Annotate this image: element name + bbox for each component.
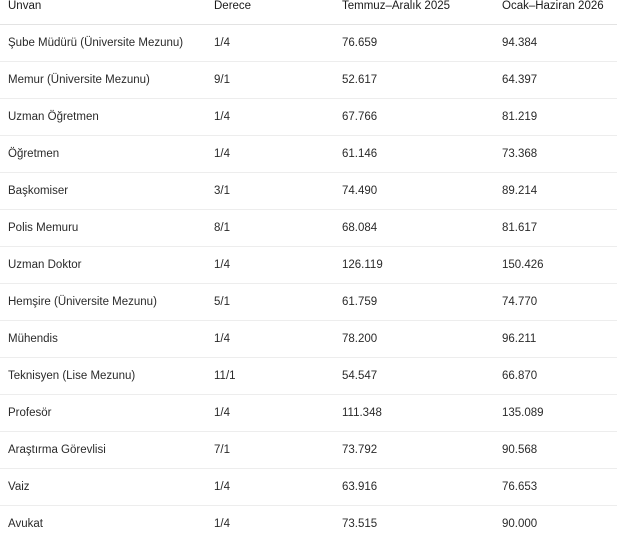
cell-period-1: 52.617 <box>334 62 494 99</box>
cell-period-2: 150.426 <box>494 247 617 284</box>
cell-period-1: 54.547 <box>334 358 494 395</box>
column-header-title: Ünvan <box>0 0 206 25</box>
table-row <box>0 62 617 99</box>
cell-period-2: 90.568 <box>494 432 617 469</box>
table-row <box>0 247 617 284</box>
cell-period-2: 76.653 <box>494 469 617 506</box>
cell-period-2: 96.211 <box>494 321 617 358</box>
column-header-period-1: Temmuz–Aralık 2025 <box>334 0 494 25</box>
column-header-degree: Derece <box>206 0 334 25</box>
cell-title: Araştırma Görevlisi <box>0 432 206 469</box>
cell-period-1: 68.084 <box>334 210 494 247</box>
cell-title: Mühendis <box>0 321 206 358</box>
cell-period-2: 74.770 <box>494 284 617 321</box>
cell-period-1: 63.916 <box>334 469 494 506</box>
table-row <box>0 99 617 136</box>
cell-degree: 1/4 <box>206 136 334 173</box>
cell-period-1: 61.759 <box>334 284 494 321</box>
cell-title: Başkomiser <box>0 173 206 210</box>
cell-degree: 1/4 <box>206 321 334 358</box>
cell-degree: 8/1 <box>206 210 334 247</box>
cell-degree: 1/4 <box>206 395 334 432</box>
cell-degree: 5/1 <box>206 284 334 321</box>
cell-title: Uzman Öğretmen <box>0 99 206 136</box>
table-row <box>0 395 617 432</box>
cell-period-2: 81.219 <box>494 99 617 136</box>
cell-period-1: 67.766 <box>334 99 494 136</box>
table-row <box>0 25 617 62</box>
cell-title: Avukat <box>0 506 206 542</box>
cell-degree: 1/4 <box>206 469 334 506</box>
table-row <box>0 210 617 247</box>
column-header-period-2: Ocak–Haziran 2026 <box>494 0 617 25</box>
table-row <box>0 136 617 173</box>
table-header-row <box>0 0 617 25</box>
cell-period-2: 73.368 <box>494 136 617 173</box>
table-body <box>0 25 617 542</box>
cell-title: Profesör <box>0 395 206 432</box>
cell-period-2: 135.089 <box>494 395 617 432</box>
cell-title: Uzman Doktor <box>0 247 206 284</box>
cell-title: Öğretmen <box>0 136 206 173</box>
table-row <box>0 506 617 542</box>
cell-period-1: 111.348 <box>334 395 494 432</box>
cell-period-2: 90.000 <box>494 506 617 542</box>
cell-period-1: 61.146 <box>334 136 494 173</box>
cell-degree: 3/1 <box>206 173 334 210</box>
table-row <box>0 358 617 395</box>
cell-degree: 7/1 <box>206 432 334 469</box>
cell-degree: 1/4 <box>206 99 334 136</box>
cell-degree: 1/4 <box>206 506 334 542</box>
cell-degree: 1/4 <box>206 25 334 62</box>
cell-period-2: 94.384 <box>494 25 617 62</box>
cell-period-1: 73.515 <box>334 506 494 542</box>
cell-period-1: 126.119 <box>334 247 494 284</box>
cell-period-2: 64.397 <box>494 62 617 99</box>
table-row <box>0 432 617 469</box>
cell-title: Vaiz <box>0 469 206 506</box>
table-row <box>0 469 617 506</box>
cell-degree: 11/1 <box>206 358 334 395</box>
cell-period-1: 76.659 <box>334 25 494 62</box>
cell-title: Teknisyen (Lise Mezunu) <box>0 358 206 395</box>
cell-title: Şube Müdürü (Üniversite Mezunu) <box>0 25 206 62</box>
cell-period-1: 78.200 <box>334 321 494 358</box>
cell-period-1: 73.792 <box>334 432 494 469</box>
cell-title: Polis Memuru <box>0 210 206 247</box>
cell-period-2: 81.617 <box>494 210 617 247</box>
cell-period-2: 89.214 <box>494 173 617 210</box>
table-row <box>0 321 617 358</box>
cell-period-1: 74.490 <box>334 173 494 210</box>
table-row <box>0 284 617 321</box>
cell-title: Memur (Üniversite Mezunu) <box>0 62 206 99</box>
cell-period-2: 66.870 <box>494 358 617 395</box>
table-header <box>0 0 617 25</box>
cell-degree: 9/1 <box>206 62 334 99</box>
cell-degree: 1/4 <box>206 247 334 284</box>
table-row <box>0 173 617 210</box>
cell-title: Hemşire (Üniversite Mezunu) <box>0 284 206 321</box>
